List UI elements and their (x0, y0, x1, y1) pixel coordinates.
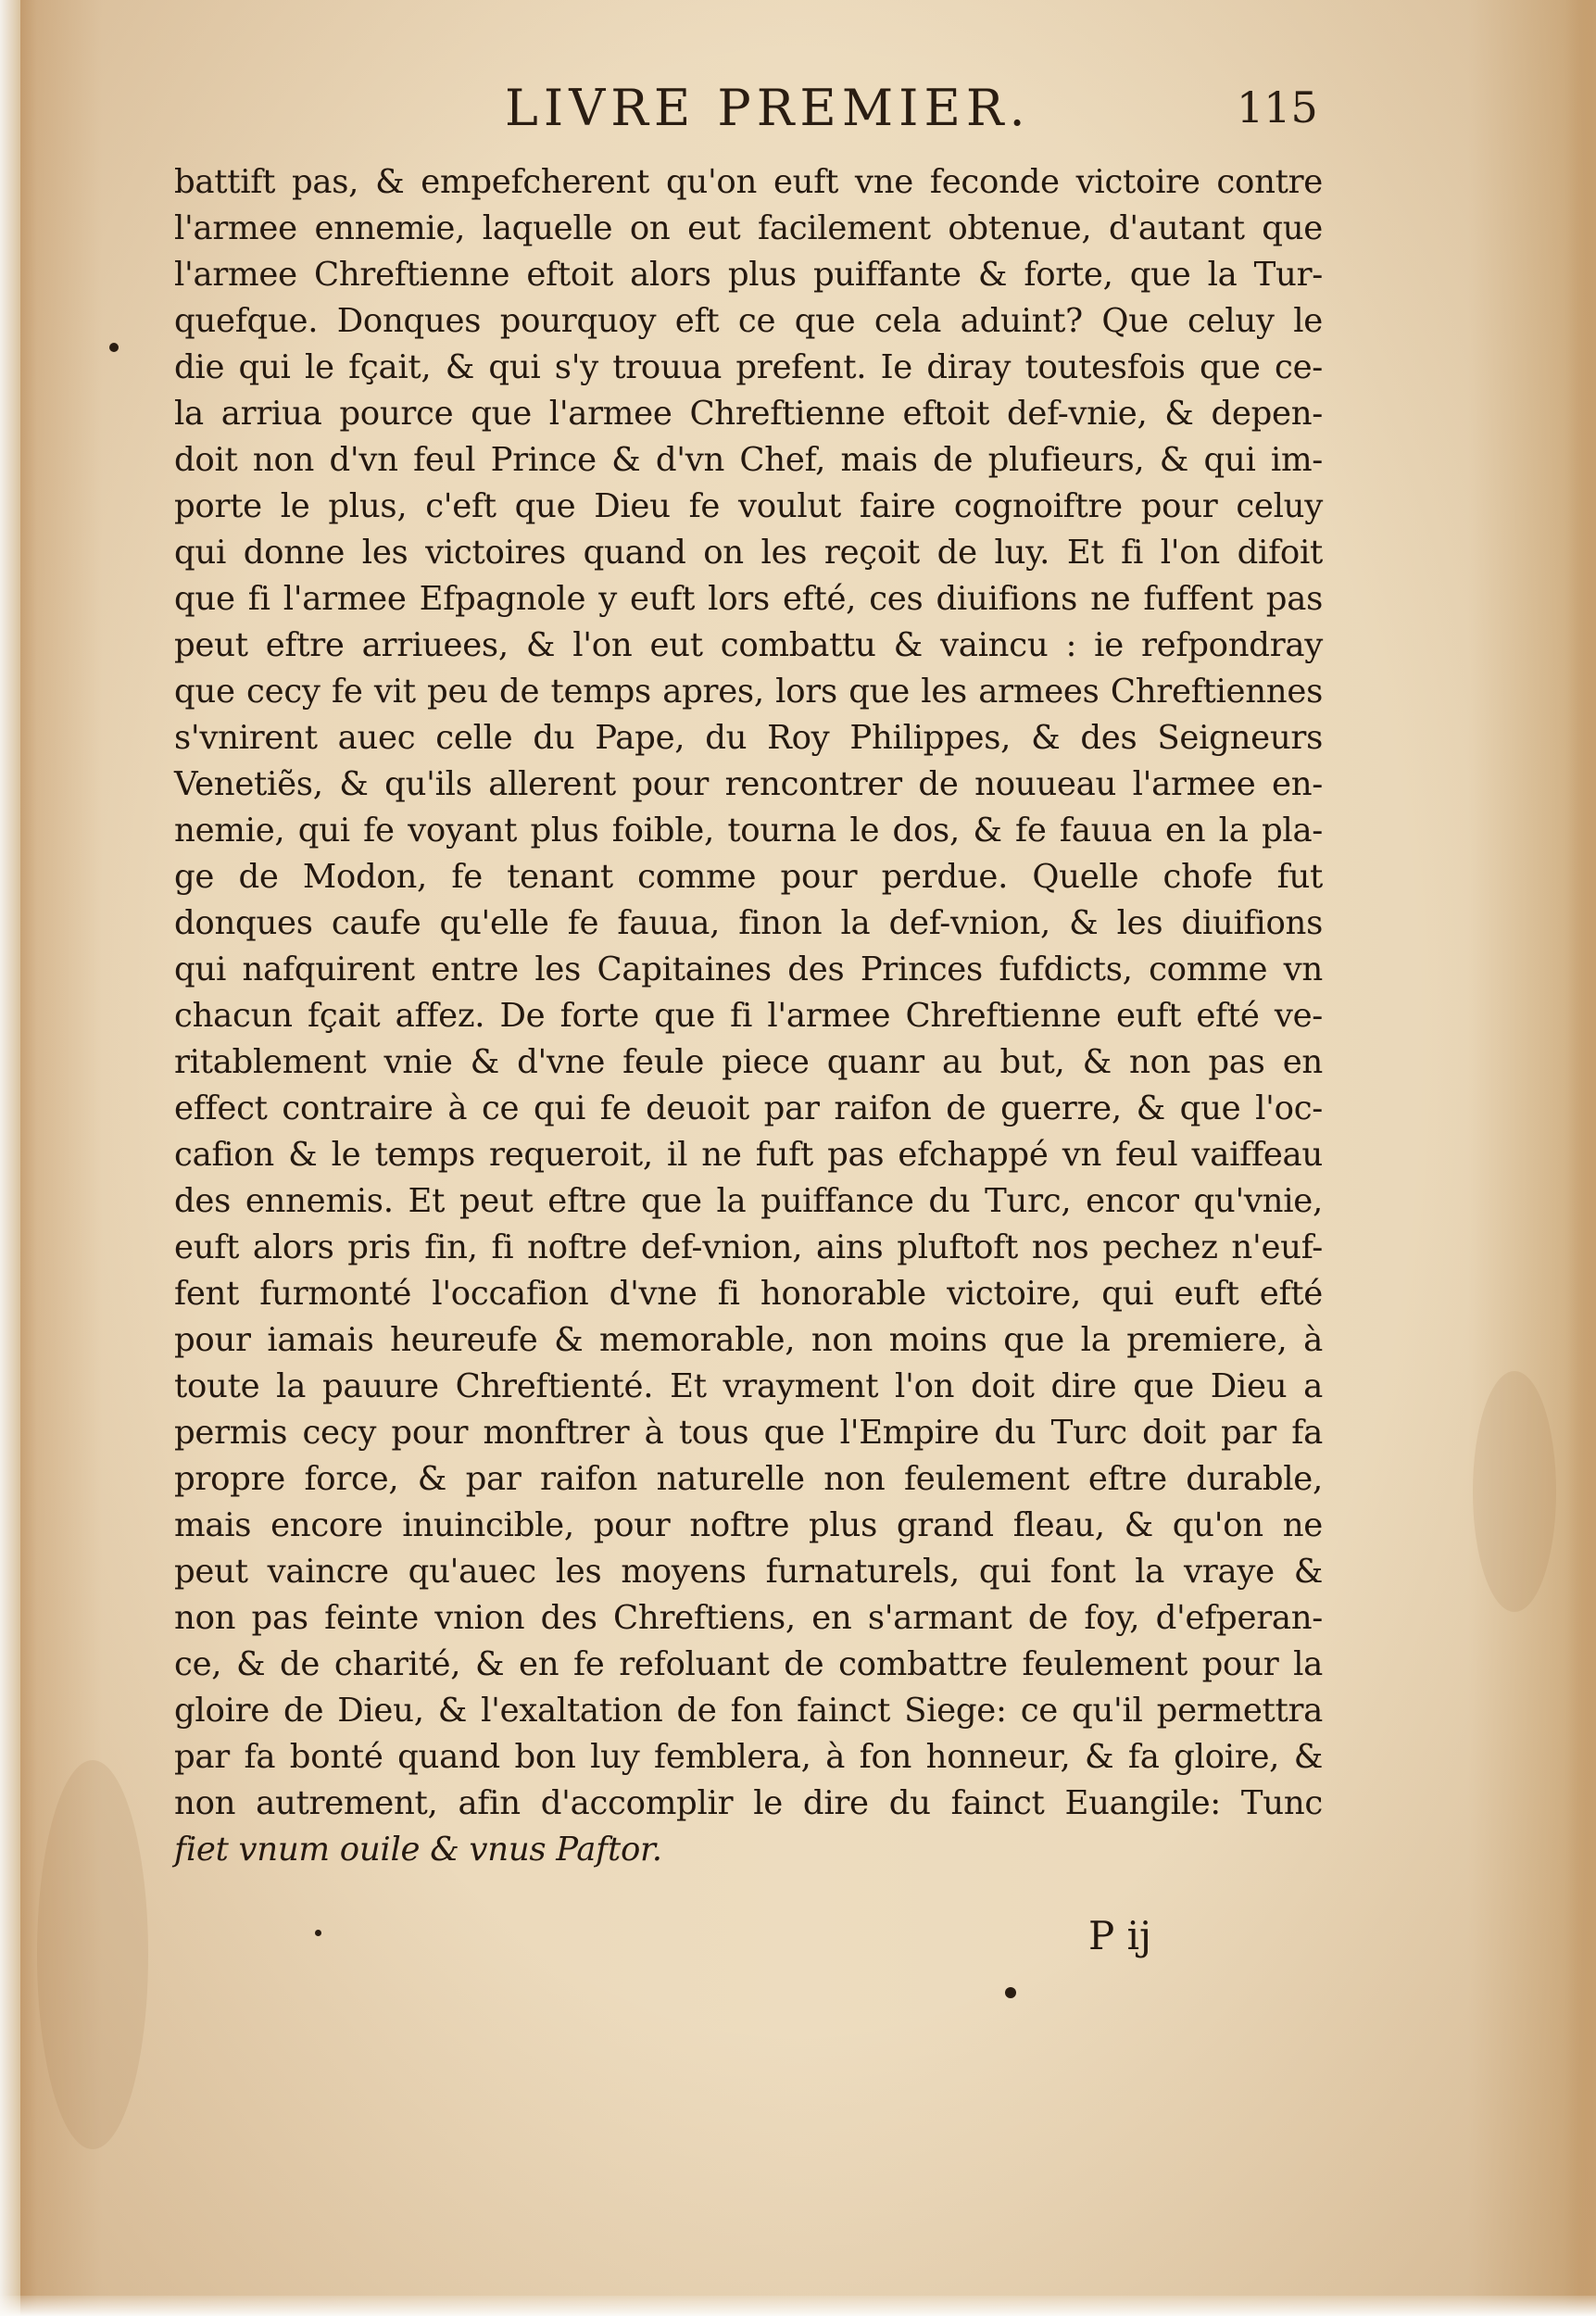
text-line: permis cecy pour monftrer à tous que l'Empire du Turc doit par fa (174, 1414, 1323, 1452)
text-line: Venetiẽs, & qu'ils allerent pour rencontrer de nouueau l'armee en- (174, 765, 1323, 803)
paper-stain (37, 1760, 148, 2149)
page-header (0, 79, 1596, 153)
text-line: die qui le fçait, & qui s'y trouua prefent. Ie diray toutesfois que ce- (174, 348, 1323, 386)
text-line: que cecy fe vit peu de temps apres, lors que les armees Chreftiennes (174, 673, 1323, 711)
text-line: qui nafquirent entre les Capitaines des Princes fufdicts, comme vn (174, 950, 1323, 988)
text-line: peut vaincre qu'auec les moyens furnaturels, qui font la vraye & (174, 1553, 1323, 1591)
text-line: effect contraire à ce qui fe deuoit par raifon de guerre, & que l'oc- (174, 1089, 1323, 1127)
text-line: l'armee Chreftienne eftoit alors plus puiffante & forte, que la Tur- (174, 256, 1323, 294)
text-line: fent furmonté l'occafion d'vne fi honorable victoire, qui euft efté (174, 1275, 1323, 1313)
text-line: pour iamais heureufe & memorable, non moins que la premiere, à (174, 1321, 1323, 1359)
text-line-italic-close: fiet vnum ouile & vnus Paftor. (174, 1831, 662, 1869)
page-left-margin (0, 0, 20, 2316)
text-line: non autrement, afin d'accomplir le dire du fainct Euangile: Tunc (174, 1784, 1323, 1822)
text-line: ge de Modon, fe tenant comme pour perdue. Quelle chofe fut (174, 858, 1323, 896)
text-line: nemie, qui fe voyant plus foible, tourna le dos, & fe fauua en la pla- (174, 812, 1323, 850)
body-text (174, 159, 1323, 1873)
signature-mark: P ij (1088, 1913, 1152, 1958)
text-line: euft alors pris fin, fi noftre def-vnion, ains pluftoft nos pechez n'euf- (174, 1228, 1323, 1266)
text-line: qui donne les victoires quand on les reçoit de luy. Et fi l'on difoit (174, 534, 1323, 572)
text-line: doit non d'vn feul Prince & d'vn Chef, mais de plufieurs, & qui im- (174, 441, 1323, 479)
text-line: battift pas, & empefcherent qu'on euft vne feconde victoire contre (174, 163, 1323, 201)
text-line: quefque. Donques pourquoy eft ce que cela aduint? Que celuy le (174, 302, 1323, 340)
margin-mark-dot (315, 1930, 321, 1936)
text-line: par fa bonté quand bon luy femblera, à fon honneur, & fa gloire, & (174, 1738, 1323, 1776)
text-line: des ennemis. Et peut eftre que la puiffance du Turc, encor qu'vnie, (174, 1182, 1323, 1220)
text-line: chacun fçait affez. De forte que fi l'armee Chreftienne euft efté ve- (174, 997, 1323, 1035)
margin-mark-dot (109, 343, 119, 352)
text-line: mais encore inuincible, pour noftre plus grand fleau, & qu'on ne (174, 1506, 1323, 1544)
text-line: cafion & le temps requeroit, il ne fuft pas efchappé vn feul vaiffeau (174, 1136, 1323, 1174)
paper-stain (1473, 1371, 1556, 1612)
margin-mark-dot (1005, 1987, 1016, 1998)
text-line: ce, & de charité, & en fe refoluant de combattre feulement pour la (174, 1645, 1323, 1683)
page-number: 115 (1237, 82, 1318, 132)
text-line: donques caufe qu'elle fe fauua, finon la def-vnion, & les diuifions (174, 904, 1323, 942)
text-line: non pas feinte vnion des Chreftiens, en s'armant de foy, d'efperan- (174, 1599, 1323, 1637)
text-line: gloire de Dieu, & l'exaltation de fon fainct Siege: ce qu'il permettra (174, 1692, 1323, 1730)
text-line: porte le plus, c'eft que Dieu fe voulut faire cognoiftre pour celuy (174, 487, 1323, 525)
text-line: peut eftre arriuees, & l'on eut combattu & vaincu : ie refpondray (174, 626, 1323, 664)
text-line: l'armee ennemie, laquelle on eut facilement obtenue, d'autant que (174, 209, 1323, 247)
running-head: LIVRE PREMIER. (505, 79, 1031, 137)
text-line: ritablement vnie & d'vne feule piece quanr au but, & non pas en (174, 1043, 1323, 1081)
text-line: la arriua pource que l'armee Chreftienne eftoit def-vnie, & depen- (174, 395, 1323, 433)
text-line: s'vnirent auec celle du Pape, du Roy Philippes, & des Seigneurs (174, 719, 1323, 757)
page-bottom-margin (0, 2296, 1596, 2316)
page-right-shadow (1568, 0, 1596, 2316)
text-line: toute la pauure Chreftienté. Et vrayment l'on doit dire que Dieu a (174, 1367, 1323, 1405)
text-line: que fi l'armee Efpagnole y euft lors efté, ces diuifions ne fuffent pas (174, 580, 1323, 618)
text-line: propre force, & par raifon naturelle non feulement eftre durable, (174, 1460, 1323, 1498)
